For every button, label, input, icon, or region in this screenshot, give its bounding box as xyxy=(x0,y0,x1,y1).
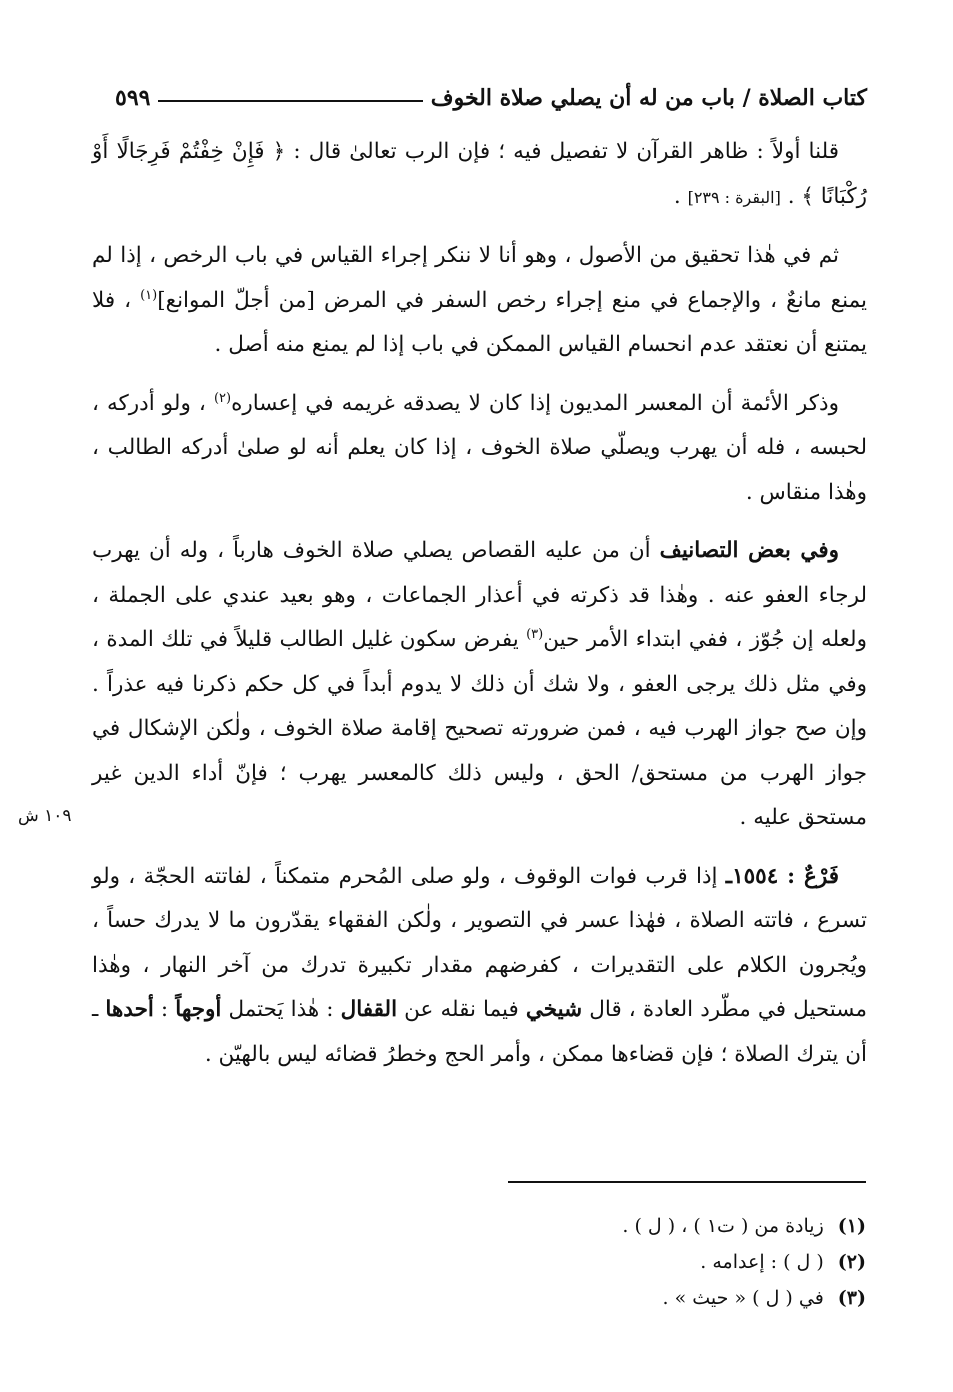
paragraph-5-lead: فَرْعٌ : ١٥٥٤ـ xyxy=(725,863,839,889)
paragraph-4 xyxy=(92,529,867,841)
quran-reference: [البقرة : ٢٣٩] xyxy=(687,187,781,207)
footnotes xyxy=(300,1208,866,1316)
paragraph-2 xyxy=(92,234,867,368)
paragraph-5-bold-2: القفال xyxy=(340,997,398,1022)
paragraph-4-text: أن من عليه القصاص يصلي صلاة الخوف هارباً ، وله أن يهرب لرجاء العفو عنه . وهٰذا قد ذكرته في أعذار الجماعات ، وهو بعيد عندي على الجملة ، ولعله إن جُوّز ، ففي ابتداء الأمر حين xyxy=(92,538,867,652)
paragraph-5-text-2: فيما نقله عن xyxy=(397,997,526,1022)
footnote-rule xyxy=(508,1181,866,1183)
body-text xyxy=(92,130,867,1091)
paragraph-4-tail: يفرض سكون غليل الطالب قليلاً في تلك المدة ، وفي مثل ذلك يرجى العفو ، ولا شك أن ذلك لا يدوم أبداً في كل حكم ذكرنا فيه عذراً . وإن صح جواز الهرب فيه ، فمن ضرورته تصحيح إقامة صلاة الخوف ، ولٰكن الإشكال في جواز الهرب من مستحق/ الحق ، وليس ذلك كالمعسر يهرب ؛ فإنّ أداء الدين غير مستحق عليه . xyxy=(92,627,867,830)
footnote-ref-3: (٣) xyxy=(526,626,544,642)
footnote-number: (١) xyxy=(837,1215,866,1237)
paragraph-1-text: قلنا أولاً : ظاهر القرآن لا تفصيل فيه ؛ فإن الرب تعالىٰ قال : ﴿ فَإِنْ خِفْتُمْ فَرِجَالًا أَوْ رُكْبَانًا ﴾ . xyxy=(92,139,867,209)
paragraph-1-tail: . xyxy=(673,183,681,209)
margin-note: ١٠٩ ش xyxy=(18,806,72,826)
paragraph-3 xyxy=(92,382,867,516)
paragraph-5-text-4: : xyxy=(153,997,176,1022)
running-header xyxy=(115,78,867,118)
footnote-number: (٣) xyxy=(837,1287,866,1309)
footnote-1 xyxy=(300,1208,866,1244)
footnote-ref-2: (٢) xyxy=(213,390,232,406)
paragraph-5-bold-3: أوجهاً xyxy=(175,997,222,1022)
footnote-text: ( ل ) : إعدامه . xyxy=(700,1251,824,1273)
header-rule xyxy=(158,100,422,102)
paragraph-3-tail: ، ولو أدركه ، لحبسه ، فله أن يهرب ويصلّي صلاة الخوف ، إذا كان يعلم أنه لو صلىٰ أدركه الطالب ، وهٰذا منقاس . xyxy=(92,390,867,505)
paragraph-5-bold-1: شيخي xyxy=(525,997,583,1022)
paragraph-5-text: إذا قرب فوات الوقوف ، ولو صلى المُحرم متمكناً ، لفاتته الحجّة ، ولو تسرع ، فاتته الصلاة ، فهٰذا عسر في التصوير ، ولٰكن الفقهاء يقدّرون ما لا يدرك حساً ، ويُجرون الكلام على التقديرات ، كفرضهم مقدار تكبيرة تدرك من آخر النهار ، وهٰذا مستحيل في مطّرد العادة ، قال xyxy=(92,863,867,1022)
footnote-number: (٢) xyxy=(837,1251,866,1273)
paragraph-3-text: وذكر الأئمة أن المعسر المديون إذا كان لا يصدقه غريمه في إعساره xyxy=(231,390,839,416)
paragraph-5-tail: ـ أن يترك الصلاة ؛ فإن قضاءها ممكن ، وأمر الحج وخطرُ قضائه ليس بالهيّن . xyxy=(92,997,867,1067)
paragraph-5-text-3: : هٰذا يَحتمل xyxy=(221,997,341,1022)
footnote-2 xyxy=(300,1244,866,1280)
paragraph-5-bold-4: أحدها xyxy=(105,997,154,1022)
footnote-text: زيادة من ( ت١ ) ، ( ل ) . xyxy=(622,1215,824,1237)
footnote-ref-1: (١) xyxy=(140,287,158,303)
header-title: كتاب الصلاة / باب من له أن يصلي صلاة الخوف xyxy=(430,85,867,111)
paragraph-5 xyxy=(92,855,867,1078)
page-number: ٥٩٩ xyxy=(115,85,151,111)
paragraph-2-tail: ، فلا يمتنع أن نعتقد عدم انحسام القياس الممكن في باب إذا لم يمنع منه أصل . xyxy=(92,287,867,357)
footnote-3 xyxy=(300,1280,866,1316)
footnote-text: في ( ل ) « حيث » . xyxy=(662,1287,824,1309)
paragraph-4-lead: وفي بعض التصانيف xyxy=(659,538,840,563)
paragraph-1 xyxy=(92,130,867,220)
paragraph-2-text: ثم في هٰذا تحقيق من الأصول ، وهو أنا لا ننكر إجراء القياس في باب الرخص ، إذا لم يمنع مانعٌ ، والإجماع في منع إجراء رخص السفر في المرض [من أجلّ الموانع] xyxy=(92,243,867,313)
